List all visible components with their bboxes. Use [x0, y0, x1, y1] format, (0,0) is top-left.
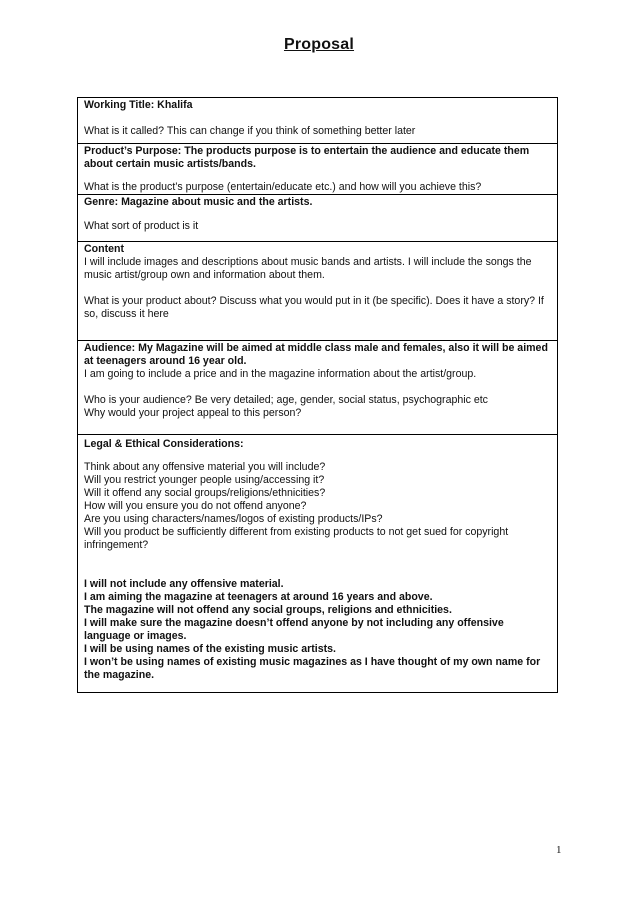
page-number: 1	[556, 844, 562, 856]
legal-section	[78, 435, 557, 692]
legal-prompt: Think about any offensive material you will include?	[84, 461, 326, 473]
legal-prompt: How will you ensure you do not offend anyone?	[84, 500, 307, 512]
audience-prompt-1: Who is your audience? Be very detailed; age, gender, social status, psychographic etc	[84, 394, 488, 406]
legal-prompt: Are you using characters/names/logos of existing products/IPs?	[84, 513, 383, 525]
audience-answer-bold: Audience: My Magazine will be aimed at middle class male and females, also it will be aimed at teenagers around 16 year old.	[84, 342, 548, 367]
audience-section	[78, 341, 557, 435]
legal-answer: I am aiming the magazine at teenagers at around 16 years and above.	[84, 591, 433, 603]
legal-answer: I will make sure the magazine doesn’t offend anyone by not including any offensive language or images.	[84, 617, 504, 642]
audience-answer: I am going to include a price and in the magazine information about the artist/group.	[84, 368, 477, 380]
legal-answer: I won’t be using names of existing music magazines as I have thought of my own name for the magazine.	[84, 656, 541, 681]
page-title: Proposal	[283, 36, 355, 53]
legal-prompt: Will you product be sufficiently different from existing products to not get sued for copyright infringement?	[84, 526, 509, 551]
content-answer: I will include images and descriptions about music bands and artists. I will include the songs the music artist/group own and information about them.	[84, 256, 532, 281]
purpose-answer: Product’s Purpose: The products purpose is to entertain the audience and educate them about certain music artists/bands.	[84, 145, 530, 170]
content-heading: Content	[84, 243, 125, 255]
genre-prompt: What sort of product is it	[84, 220, 199, 232]
audience-prompt-2: Why would your project appeal to this person?	[84, 407, 302, 419]
legal-answer: I will not include any offensive material.	[84, 578, 284, 590]
content-section	[78, 242, 557, 341]
legal-prompt: Will it offend any social groups/religions/ethnicities?	[84, 487, 326, 499]
working-title-section	[78, 98, 557, 144]
purpose-prompt: What is the product’s purpose (entertain/educate etc.) and how will you achieve this?	[84, 181, 482, 193]
genre-answer: Genre: Magazine about music and the artists.	[84, 196, 313, 208]
legal-answer: The magazine will not offend any social groups, religions and ethnicities.	[84, 604, 452, 616]
legal-heading: Legal & Ethical Considerations:	[84, 438, 244, 450]
purpose-section	[78, 144, 557, 195]
legal-prompt: Will you restrict younger people using/accessing it?	[84, 474, 325, 486]
working-title-answer: Working Title: Khalifa	[84, 99, 193, 111]
working-title-prompt: What is it called? This can change if you think of something better later	[84, 125, 416, 137]
legal-answer: I will be using names of the existing music artists.	[84, 643, 336, 655]
genre-section	[78, 195, 557, 242]
proposal-form	[77, 97, 558, 693]
content-prompt: What is your product about? Discuss what you would put in it (be specific). Does it have a story? If so, discuss it here	[84, 295, 544, 320]
